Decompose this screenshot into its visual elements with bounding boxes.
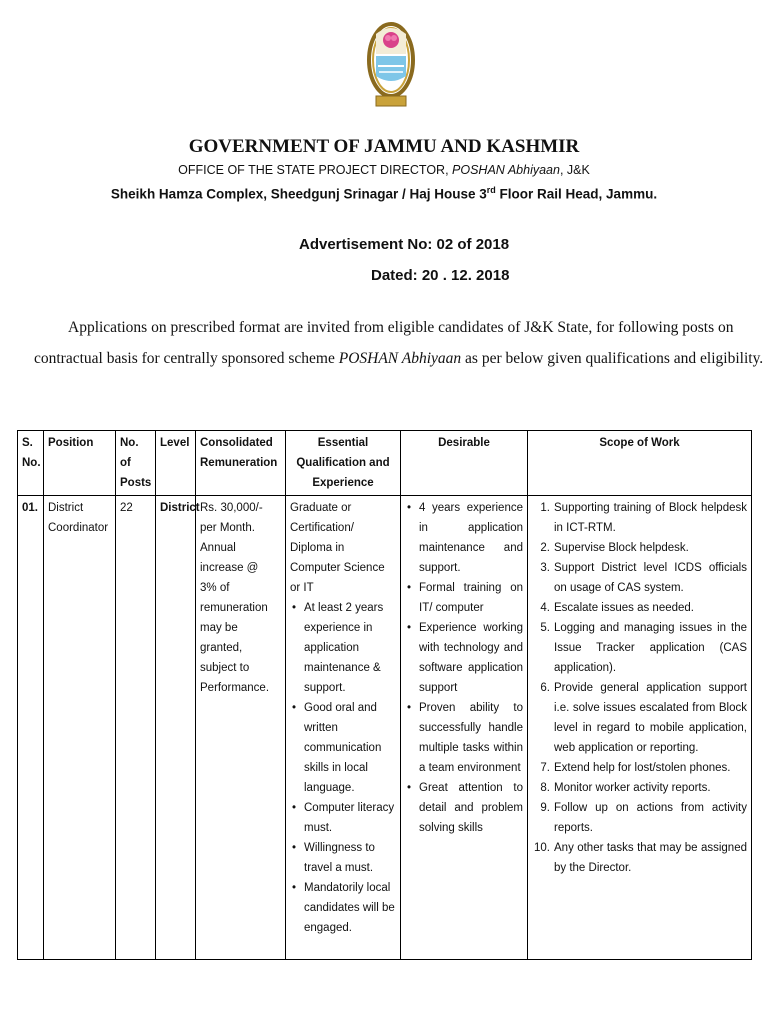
essential-intro: Graduate or Certification/ Diploma in Computer Science or IT (290, 502, 385, 594)
list-text: Escalate issues as needed. (554, 602, 695, 614)
col-header-remuneration: Consolidated Remuneration (196, 431, 286, 496)
desirable-list (405, 498, 523, 838)
col-header-scope: Scope of Work (528, 431, 752, 496)
list-item (540, 678, 747, 758)
list-item (540, 758, 747, 778)
col-header-sno: S. No. (18, 431, 44, 496)
col-header-position: Position (44, 431, 116, 496)
list-item: • Willingness to travel a must. (304, 838, 396, 878)
cell-remuneration (196, 496, 286, 960)
office-address (0, 185, 768, 202)
list-number: 5. (540, 622, 550, 634)
list-item: • Good oral and written communication skills in local language. (304, 698, 396, 798)
list-number: 4. (540, 602, 550, 614)
list-item (534, 838, 747, 878)
table-row (18, 496, 752, 960)
address-main: Sheikh Hamza Complex, Sheedgunj Srinagar / Haj House 3 (110, 186, 487, 202)
cell-sno: 01. (18, 496, 44, 960)
advertisement-date: Dated: 20 . 12. 2018 (371, 267, 510, 284)
list-text: Support District level ICDS officials on usage of CAS system. (554, 562, 747, 594)
list-text: Provide general application support i.e. solve issues escalated from Block level in regard to mobile application, web application or reporting. (554, 682, 747, 754)
list-item: • At least 2 years experience in application maintenance & support. (304, 598, 396, 698)
col-header-desirable: Desirable (401, 431, 528, 496)
list-number: 6. (540, 682, 550, 694)
list-item (540, 798, 747, 838)
cell-level: District (156, 496, 196, 960)
cell-scope (528, 496, 752, 960)
cell-desirable (401, 496, 528, 960)
cell-essential (286, 496, 401, 960)
list-item: • 4 years experience in application maintenance and support. (419, 498, 523, 578)
intro-text-end: as per below given qualifications and eligibility. (461, 350, 764, 367)
list-item (540, 498, 747, 538)
list-number: 1. (540, 502, 550, 514)
state-emblem-logo (364, 14, 418, 114)
posts-table (17, 430, 752, 960)
remuneration-line: Rs. 30,000/- per Month. (200, 502, 263, 534)
list-item (540, 538, 747, 558)
list-item (540, 558, 747, 598)
list-item: • Formal training on IT/ computer (419, 578, 523, 618)
scope-list (532, 498, 747, 878)
cell-posts: 22 (116, 496, 156, 960)
intro-paragraph (34, 312, 764, 374)
list-text: Supporting training of Block helpdesk in ICT-RTM. (554, 502, 747, 534)
government-title: GOVERNMENT OF JAMMU AND KASHMIR (188, 136, 580, 157)
list-item: • Computer literacy must. (304, 798, 396, 838)
list-number: 7. (540, 762, 550, 774)
list-text: Logging and managing issues in the Issue Tracker application (CAS application). (554, 622, 747, 674)
essential-list (290, 598, 396, 938)
list-number: 8. (540, 782, 550, 794)
list-text: Extend help for lost/stolen phones. (554, 762, 731, 774)
cell-position: District Coordinator (44, 496, 116, 960)
col-header-level: Level (156, 431, 196, 496)
list-item: • Proven ability to successfully handle multiple tasks within a team environment (419, 698, 523, 778)
office-suffix: , J&K (559, 163, 590, 177)
list-item (540, 598, 747, 618)
list-text: Follow up on actions from activity reports. (554, 802, 747, 834)
address-end: Floor Rail Head, Jammu. (495, 186, 658, 202)
remuneration-line: Annual increase @ (200, 542, 259, 574)
col-header-essential: Essential Qualification and Experience (286, 431, 401, 496)
office-line (0, 163, 768, 177)
col-header-posts: No. of Posts (116, 431, 156, 496)
list-number: 2. (540, 542, 550, 554)
list-item: • Mandatorily local candidates will be engaged. (304, 878, 396, 938)
list-item (540, 618, 747, 678)
office-prefix: OFFICE OF THE STATE PROJECT DIRECTOR, (178, 163, 453, 177)
list-item (540, 778, 747, 798)
list-text: Monitor worker activity reports. (554, 782, 711, 794)
intro-text: Applications on prescribed format are invited from eligible candidates of J&K State, for following posts on contractual basis for centrally sponsored scheme (34, 319, 734, 367)
remuneration-line: 3% of remuneration may be granted, subject to Performance. (200, 582, 270, 694)
list-text: Any other tasks that may be assigned by the Director. (554, 842, 747, 874)
list-number: 3. (540, 562, 550, 574)
list-item: • Great attention to detail and problem solving skills (419, 778, 523, 838)
list-number: 10. (534, 842, 550, 854)
table-header-row (18, 431, 752, 496)
intro-scheme: POSHAN Abhiyaan (338, 350, 462, 367)
office-scheme: POSHAN Abhiyaan (452, 163, 560, 177)
advertisement-number: Advertisement No: 02 of 2018 (299, 236, 510, 253)
address-superscript: rd (486, 185, 496, 195)
list-item: • Experience working with technology and software application support (419, 618, 523, 698)
list-text: Supervise Block helpdesk. (554, 542, 689, 554)
list-number: 9. (540, 802, 550, 814)
